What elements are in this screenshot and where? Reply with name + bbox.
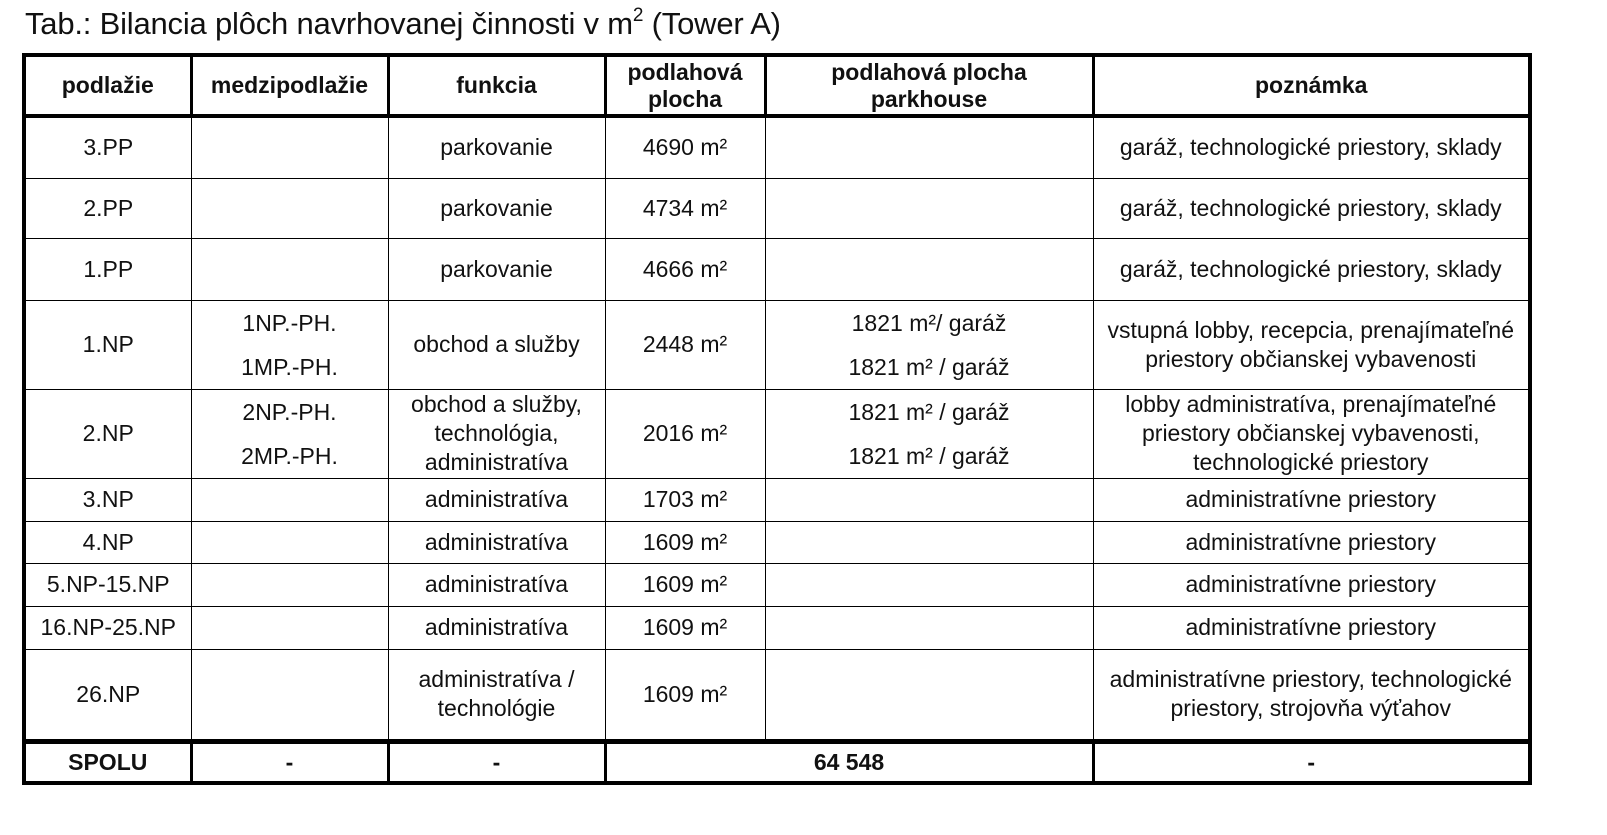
title-text: Tab.: Bilancia plôch navrhovanej činnosti v m (25, 6, 633, 41)
total-note: - (1093, 741, 1530, 783)
cell-note: garáž, technologické priestory, sklady (1093, 116, 1530, 178)
cell-parkhouse (765, 300, 1093, 389)
table-row (24, 300, 1530, 389)
cell-mezzanine (191, 563, 388, 606)
cell-floor: 1.NP (24, 300, 191, 389)
cell-mezzanine (191, 300, 388, 389)
cell-floor: 3.PP (24, 116, 191, 178)
header-row (24, 55, 1530, 116)
table-row (24, 606, 1530, 649)
mezzanine-line: 1MP.-PH. (241, 353, 338, 380)
cell-note: garáž, technologické priestory, sklady (1093, 178, 1530, 238)
cell-floor: 5.NP-15.NP (24, 563, 191, 606)
mezzanine-line: 2NP.-PH. (242, 398, 337, 425)
total-mezzanine: - (191, 741, 388, 783)
cell-function: obchod a služby (388, 300, 605, 389)
header-mezzanine: medzipodlažie (191, 55, 388, 116)
cell-note: administratívne priestory (1093, 563, 1530, 606)
table-row (24, 116, 1530, 178)
table-row (24, 649, 1530, 741)
header-function: funkcia (388, 55, 605, 116)
cell-area: 4690 m² (605, 116, 765, 178)
cell-parkhouse (765, 238, 1093, 300)
cell-floor: 2.PP (24, 178, 191, 238)
total-function: - (388, 741, 605, 783)
cell-area: 4666 m² (605, 238, 765, 300)
header-parkhouse: podlahová plocha parkhouse (765, 55, 1093, 116)
cell-note: vstupná lobby, recepcia, prenajímateľné priestory občianskej vybavenosti (1093, 300, 1530, 389)
header-floor: podlažie (24, 55, 191, 116)
cell-parkhouse (765, 563, 1093, 606)
cell-floor: 16.NP-25.NP (24, 606, 191, 649)
cell-mezzanine (191, 521, 388, 563)
table-row (24, 521, 1530, 563)
cell-parkhouse (765, 606, 1093, 649)
cell-parkhouse (765, 389, 1093, 478)
cell-mezzanine (191, 649, 388, 741)
cell-floor: 1.PP (24, 238, 191, 300)
cell-note: administratívne priestory (1093, 521, 1530, 563)
cell-mezzanine (191, 116, 388, 178)
cell-parkhouse (765, 178, 1093, 238)
cell-function: parkovanie (388, 178, 605, 238)
cell-function: administratíva / technológie (388, 649, 605, 741)
cell-mezzanine (191, 238, 388, 300)
cell-function: administratíva (388, 521, 605, 563)
table-row (24, 178, 1530, 238)
cell-note: garáž, technologické priestory, sklady (1093, 238, 1530, 300)
table-title (25, 6, 781, 42)
cell-area: 2016 m² (605, 389, 765, 478)
cell-area: 2448 m² (605, 300, 765, 389)
total-label: SPOLU (24, 741, 191, 783)
title-suffix: (Tower A) (643, 6, 781, 41)
total-area: 64 548 (605, 741, 1093, 783)
cell-function: administratíva (388, 478, 605, 521)
table-row (24, 238, 1530, 300)
cell-floor: 4.NP (24, 521, 191, 563)
cell-floor: 26.NP (24, 649, 191, 741)
cell-parkhouse (765, 478, 1093, 521)
table-row (24, 478, 1530, 521)
cell-parkhouse (765, 116, 1093, 178)
total-row (24, 741, 1530, 783)
table-row (24, 563, 1530, 606)
cell-function: parkovanie (388, 238, 605, 300)
cell-mezzanine (191, 389, 388, 478)
area-balance-table (22, 53, 1532, 785)
cell-area: 4734 m² (605, 178, 765, 238)
parkhouse-line: 1821 m²/ garáž (851, 309, 1007, 336)
mezzanine-line: 1NP.-PH. (242, 309, 337, 336)
cell-mezzanine (191, 606, 388, 649)
cell-parkhouse (765, 521, 1093, 563)
cell-note: lobby administratíva, prenajímateľné priestory občianskej vybavenosti, technologické priestory (1093, 389, 1530, 478)
parkhouse-line: 1821 m² / garáž (848, 398, 1010, 425)
cell-note: administratívne priestory (1093, 606, 1530, 649)
mezzanine-line: 2MP.-PH. (241, 442, 338, 469)
cell-function: obchod a služby, technológia, administratíva (388, 389, 605, 478)
cell-mezzanine (191, 478, 388, 521)
parkhouse-line: 1821 m² / garáž (848, 442, 1010, 469)
cell-function: parkovanie (388, 116, 605, 178)
parkhouse-line: 1821 m² / garáž (848, 353, 1010, 380)
cell-area: 1609 m² (605, 606, 765, 649)
cell-parkhouse (765, 649, 1093, 741)
cell-area: 1609 m² (605, 563, 765, 606)
cell-function: administratíva (388, 606, 605, 649)
cell-floor: 2.NP (24, 389, 191, 478)
cell-area: 1609 m² (605, 649, 765, 741)
header-area: podlahová plocha (605, 55, 765, 116)
table-row (24, 389, 1530, 478)
cell-floor: 3.NP (24, 478, 191, 521)
cell-note: administratívne priestory, technologické priestory, strojovňa výťahov (1093, 649, 1530, 741)
cell-area: 1703 m² (605, 478, 765, 521)
cell-function: administratíva (388, 563, 605, 606)
title-superscript: 2 (632, 4, 644, 26)
cell-mezzanine (191, 178, 388, 238)
cell-note: administratívne priestory (1093, 478, 1530, 521)
header-note: poznámka (1093, 55, 1530, 116)
cell-area: 1609 m² (605, 521, 765, 563)
